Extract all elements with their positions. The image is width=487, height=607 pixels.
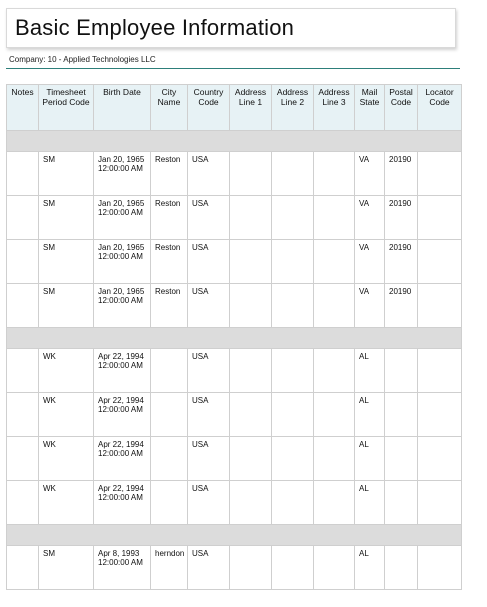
- country-code-cell: USA: [188, 240, 230, 284]
- group-separator-cell: [7, 328, 462, 349]
- notes-cell: [7, 393, 39, 437]
- column-header-timesheet-period-code[interactable]: Timesheet Period Code: [39, 85, 94, 131]
- table-body: [7, 131, 462, 590]
- address-line-1-cell: [230, 196, 272, 240]
- column-header-city-name[interactable]: City Name: [151, 85, 188, 131]
- mail-state-cell: VA: [355, 284, 385, 328]
- table-row[interactable]: [7, 284, 462, 328]
- birth-date-cell: [94, 546, 151, 590]
- country-code-cell: USA: [188, 393, 230, 437]
- table-header-row: [7, 85, 462, 131]
- birth-time-text: 12:00:00 AM: [98, 558, 143, 567]
- mail-state-cell: AL: [355, 437, 385, 481]
- locator-code-cell: [418, 546, 462, 590]
- birth-date-cell: [94, 481, 151, 525]
- column-header-birth-date[interactable]: Birth Date: [94, 85, 151, 131]
- mail-state-cell: AL: [355, 546, 385, 590]
- city-name-cell: [151, 393, 188, 437]
- mail-state-cell: VA: [355, 152, 385, 196]
- birth-time-text: 12:00:00 AM: [98, 208, 143, 217]
- locator-code-cell: [418, 284, 462, 328]
- locator-code-cell: [418, 481, 462, 525]
- birth-time-text: 12:00:00 AM: [98, 405, 143, 414]
- table-row[interactable]: [7, 437, 462, 481]
- column-header-notes[interactable]: Notes: [7, 85, 39, 131]
- address-line-1-cell: [230, 240, 272, 284]
- address-line-1-cell: [230, 437, 272, 481]
- notes-cell: [7, 196, 39, 240]
- table-row[interactable]: [7, 481, 462, 525]
- city-name-cell: Reston: [151, 196, 188, 240]
- address-line-1-cell: [230, 481, 272, 525]
- birth-time-text: 12:00:00 AM: [98, 493, 143, 502]
- city-name-cell: Reston: [151, 152, 188, 196]
- company-label: Company: 10 - Applied Technologies LLC: [6, 53, 460, 69]
- birth-date-cell: [94, 349, 151, 393]
- employee-table: [6, 84, 462, 590]
- city-name-cell: herndon: [151, 546, 188, 590]
- address-line-2-cell: [272, 284, 314, 328]
- address-line-2-cell: [272, 152, 314, 196]
- table-row[interactable]: [7, 152, 462, 196]
- table-row[interactable]: [7, 240, 462, 284]
- postal-code-cell: [385, 349, 418, 393]
- postal-code-cell: [385, 546, 418, 590]
- group-separator-cell: [7, 131, 462, 152]
- locator-code-cell: [418, 437, 462, 481]
- address-line-1-cell: [230, 546, 272, 590]
- timesheet-period-cell: SM: [39, 152, 94, 196]
- timesheet-period-cell: WK: [39, 437, 94, 481]
- birth-date-text: Apr 22, 1994: [98, 352, 144, 361]
- report-title-box: [6, 8, 456, 48]
- birth-time-text: 12:00:00 AM: [98, 296, 143, 305]
- city-name-cell: [151, 437, 188, 481]
- address-line-3-cell: [314, 349, 355, 393]
- notes-cell: [7, 349, 39, 393]
- column-header-mail-state[interactable]: Mail State: [355, 85, 385, 131]
- mail-state-cell: AL: [355, 349, 385, 393]
- birth-date-text: Jan 20, 1965: [98, 155, 145, 164]
- postal-code-cell: [385, 481, 418, 525]
- postal-code-cell: 20190: [385, 240, 418, 284]
- mail-state-cell: AL: [355, 393, 385, 437]
- timesheet-period-cell: WK: [39, 393, 94, 437]
- address-line-1-cell: [230, 284, 272, 328]
- birth-date-cell: [94, 284, 151, 328]
- country-code-cell: USA: [188, 196, 230, 240]
- notes-cell: [7, 481, 39, 525]
- notes-cell: [7, 240, 39, 284]
- postal-code-cell: 20190: [385, 284, 418, 328]
- locator-code-cell: [418, 349, 462, 393]
- birth-date-text: Apr 22, 1994: [98, 396, 144, 405]
- address-line-3-cell: [314, 196, 355, 240]
- birth-time-text: 12:00:00 AM: [98, 361, 143, 370]
- report-title: Basic Employee Information: [15, 15, 295, 40]
- birth-date-cell: [94, 240, 151, 284]
- address-line-3-cell: [314, 240, 355, 284]
- birth-date-text: Jan 20, 1965: [98, 243, 145, 252]
- country-code-cell: USA: [188, 284, 230, 328]
- address-line-2-cell: [272, 240, 314, 284]
- notes-cell: [7, 152, 39, 196]
- mail-state-cell: VA: [355, 196, 385, 240]
- postal-code-cell: [385, 437, 418, 481]
- postal-code-cell: [385, 393, 418, 437]
- address-line-1-cell: [230, 349, 272, 393]
- birth-date-cell: [94, 393, 151, 437]
- address-line-1-cell: [230, 393, 272, 437]
- address-line-3-cell: [314, 152, 355, 196]
- group-separator-row: [7, 131, 462, 152]
- city-name-cell: [151, 349, 188, 393]
- country-code-cell: USA: [188, 152, 230, 196]
- table-row[interactable]: [7, 546, 462, 590]
- address-line-2-cell: [272, 546, 314, 590]
- city-name-cell: [151, 481, 188, 525]
- birth-date-cell: [94, 437, 151, 481]
- notes-cell: [7, 437, 39, 481]
- country-code-cell: USA: [188, 481, 230, 525]
- address-line-3-cell: [314, 437, 355, 481]
- birth-time-text: 12:00:00 AM: [98, 252, 143, 261]
- notes-cell: [7, 546, 39, 590]
- mail-state-cell: AL: [355, 481, 385, 525]
- timesheet-period-cell: SM: [39, 284, 94, 328]
- birth-date-cell: [94, 152, 151, 196]
- column-header-locator-code[interactable]: Locator Code: [418, 85, 462, 131]
- table-row[interactable]: [7, 393, 462, 437]
- locator-code-cell: [418, 152, 462, 196]
- group-separator-row: [7, 525, 462, 546]
- table-row[interactable]: [7, 196, 462, 240]
- birth-date-text: Apr 22, 1994: [98, 484, 144, 493]
- timesheet-period-cell: WK: [39, 349, 94, 393]
- country-code-cell: USA: [188, 349, 230, 393]
- birth-date-text: Jan 20, 1965: [98, 287, 145, 296]
- locator-code-cell: [418, 196, 462, 240]
- city-name-cell: Reston: [151, 240, 188, 284]
- group-separator-cell: [7, 525, 462, 546]
- column-header-postal-code[interactable]: Postal Code: [385, 85, 418, 131]
- address-line-2-cell: [272, 437, 314, 481]
- column-header-address-line-2[interactable]: Address Line 2: [272, 85, 314, 131]
- birth-time-text: 12:00:00 AM: [98, 449, 143, 458]
- timesheet-period-cell: SM: [39, 546, 94, 590]
- notes-cell: [7, 284, 39, 328]
- postal-code-cell: 20190: [385, 152, 418, 196]
- address-line-3-cell: [314, 481, 355, 525]
- postal-code-cell: 20190: [385, 196, 418, 240]
- address-line-3-cell: [314, 284, 355, 328]
- address-line-2-cell: [272, 481, 314, 525]
- column-header-address-line-1[interactable]: Address Line 1: [230, 85, 272, 131]
- country-code-cell: USA: [188, 437, 230, 481]
- birth-date-text: Jan 20, 1965: [98, 199, 145, 208]
- address-line-2-cell: [272, 393, 314, 437]
- locator-code-cell: [418, 240, 462, 284]
- timesheet-period-cell: SM: [39, 196, 94, 240]
- birth-date-cell: [94, 196, 151, 240]
- address-line-2-cell: [272, 349, 314, 393]
- birth-date-text: Apr 22, 1994: [98, 440, 144, 449]
- table-row[interactable]: [7, 349, 462, 393]
- birth-date-text: Apr 8, 1993: [98, 549, 140, 558]
- address-line-1-cell: [230, 152, 272, 196]
- mail-state-cell: VA: [355, 240, 385, 284]
- group-separator-row: [7, 328, 462, 349]
- country-code-cell: USA: [188, 546, 230, 590]
- address-line-2-cell: [272, 196, 314, 240]
- timesheet-period-cell: WK: [39, 481, 94, 525]
- column-header-country-code[interactable]: Country Code: [188, 85, 230, 131]
- address-line-3-cell: [314, 546, 355, 590]
- timesheet-period-cell: SM: [39, 240, 94, 284]
- address-line-3-cell: [314, 393, 355, 437]
- locator-code-cell: [418, 393, 462, 437]
- city-name-cell: Reston: [151, 284, 188, 328]
- column-header-address-line-3[interactable]: Address Line 3: [314, 85, 355, 131]
- birth-time-text: 12:00:00 AM: [98, 164, 143, 173]
